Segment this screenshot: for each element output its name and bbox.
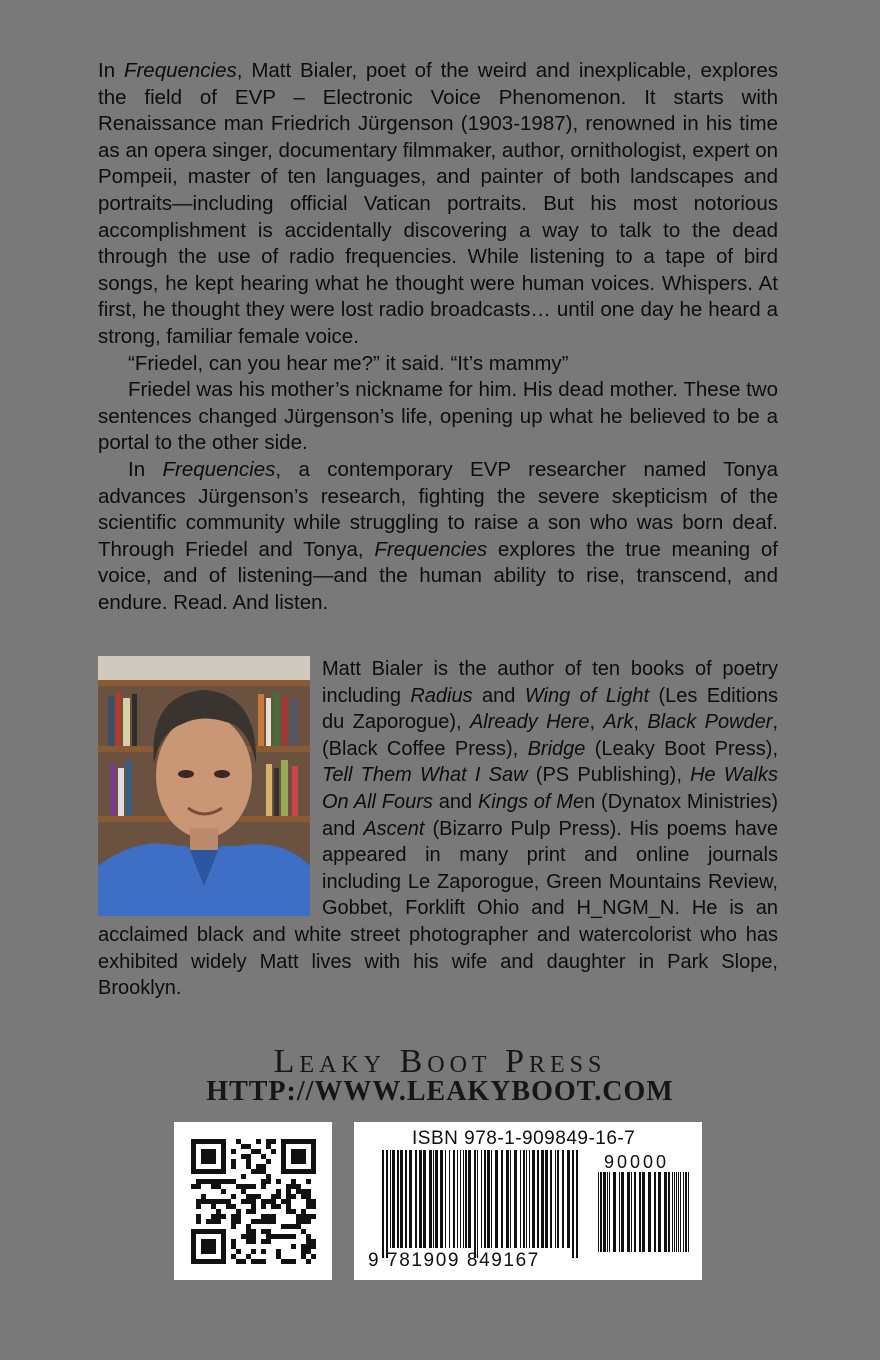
book-title: He Walks On All Fours: [322, 764, 778, 813]
book-title: Ascent: [363, 817, 425, 840]
isbn-barcode: [354, 1122, 702, 1280]
text: Matt Bialer is the author of ten books of poetry including: [322, 658, 778, 707]
book-title: Bridge: [527, 737, 586, 760]
book-title: Wing of Light: [524, 684, 650, 707]
book-title: Frequencies: [374, 537, 488, 561]
text: In: [128, 457, 163, 481]
text: , Matt Bialer, poet of the weird and inexplicable, explores the field of EVP – Electronic Voice Phenomenon. It starts with Renaissance man Friedrich Jürgenson (1903-1987), renowned in his time as an opera singer, documentary filmmaker, author, ornithologist, expert on Pompeii, master of ten languages, and painter of both landscapes and portraits—including official Vatican portraits. But his most notorious accomplishment is accidentally discovering a way to talk to the dead through the use of radio frequencies. While listening to a tape of bird songs, he kept hearing what he thought were human voices. Whispers. At first, he thought they were lost radio broadcasts… until one day he heard a strong, familiar female voice.: [98, 59, 778, 348]
isbn-label: ISBN 978-1-909849-16-7: [412, 1128, 636, 1149]
ean-digits: 9 781909 849167: [368, 1250, 540, 1271]
text: , (Black Coffee Press),: [322, 711, 778, 760]
book-title: Tell Them What I Saw: [322, 764, 528, 787]
qr-code: [174, 1122, 332, 1280]
text: and: [472, 684, 525, 707]
publisher-name: Leaky Boot Press: [273, 1043, 607, 1080]
book-title: Black Powder: [647, 711, 773, 734]
book-title: Frequencies: [123, 59, 237, 82]
book-title: Frequencies: [162, 457, 276, 481]
price-code: 90000: [604, 1152, 670, 1172]
text: ,: [589, 711, 604, 734]
book-title: Ark: [603, 711, 634, 734]
text: (Leaky Boot Press),: [585, 737, 779, 760]
blurb-paragraph-4: [98, 457, 778, 617]
author-bio: [98, 656, 778, 1002]
back-cover-blurb: [98, 58, 778, 616]
text: n (Dynatox Ministries) and: [322, 790, 778, 840]
book-title: Kings of Me: [477, 790, 585, 813]
book-title: Radius: [410, 684, 473, 707]
text: , a contemporary EVP researcher named Tonya advances Jürgenson’s research, fighting the severe skepticism of the scientific community while struggling to raise a son who was born deaf. Through Friedel and Tonya,: [98, 457, 778, 561]
blurb-paragraph-1: [98, 58, 778, 351]
qr-code-icon: [174, 1122, 332, 1280]
text: ,: [633, 711, 648, 734]
publisher-url[interactable]: HTTP://WWW.LEAKYBOOT.COM: [206, 1076, 674, 1107]
author-photo: [98, 656, 310, 916]
text: (PS Publishing),: [527, 764, 691, 787]
text: (Bizarro Pulp Press). His poems have appeared in many print and online journals including Le Zaporogue, Green Mountains Review, Gobbet, Forklift Ohio and H_NGM_N. He is an acclaimed black and white street photographer and watercolorist who has exhibited widely Matt lives with his wife and daughter in Park Slope, Brooklyn.: [98, 817, 778, 1000]
text: and: [432, 790, 478, 813]
text: explores the true meaning of voice, and of listening—and the human ability to rise, transcend, and endure. Read. And listen.: [98, 537, 778, 614]
blurb-paragraph-3: Friedel was his mother’s nickname for him. His dead mother. These two sentences changed Jürgenson’s life, opening up what he believed to be a portal to the other side.: [98, 378, 778, 455]
text: In: [98, 59, 124, 82]
book-title: Already Here: [469, 711, 590, 734]
text: (Les Editions du Zaporogue),: [322, 684, 778, 734]
blurb-paragraph-2: “Friedel, can you hear me?” it said. “It’s mammy”: [128, 351, 569, 375]
